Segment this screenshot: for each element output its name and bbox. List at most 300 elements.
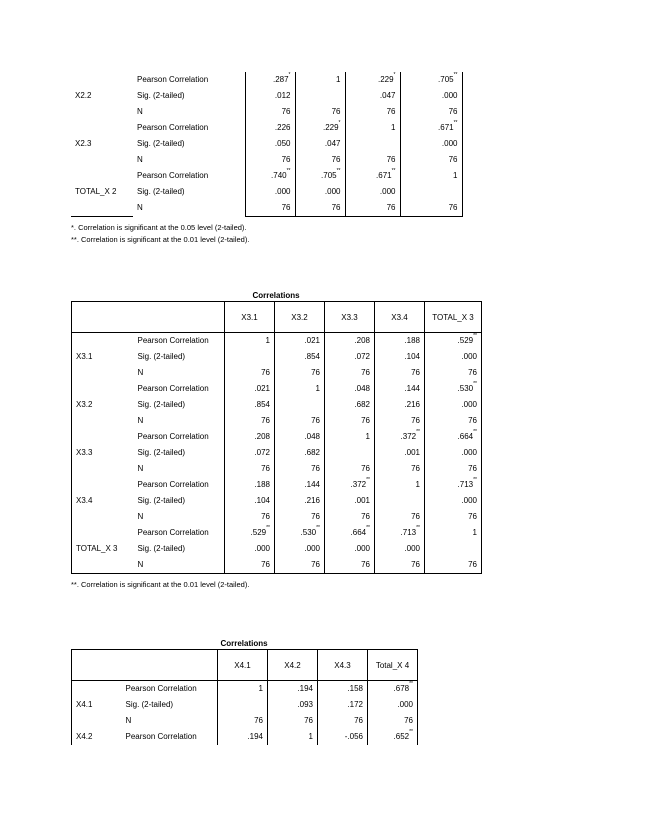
row-variable-label: X4.2 [76, 732, 93, 741]
correlation-cell [375, 429, 425, 445]
correlation-cell [245, 152, 295, 168]
correlation-cell [345, 120, 400, 136]
correlation-cell [318, 681, 368, 698]
row-variable-label: TOTAL_X 2 [71, 168, 133, 217]
footnote-sig-001: **. Correlation is significant at the 0.01 level (2-tailed). [71, 580, 250, 589]
cell-value: .158 [347, 684, 363, 693]
header-blank [72, 650, 218, 681]
cell-value: .072 [254, 448, 270, 457]
correlation-cell [275, 413, 325, 429]
statistic-label: Sig. (2-tailed) [137, 448, 186, 457]
correlation-cell [225, 493, 275, 509]
cell-value: .104 [254, 496, 270, 505]
correlation-cell [400, 152, 462, 168]
statistic-label: Sig. (2-tailed) [137, 496, 186, 505]
row-variable-label: X3.1 [76, 352, 93, 361]
correlation-cell [375, 477, 425, 493]
significance-mark: * [288, 72, 291, 78]
correlation-cell [425, 413, 482, 429]
table-row [72, 729, 418, 745]
correlation-cell [275, 541, 325, 557]
header-row [72, 650, 418, 681]
cell-value: 76 [386, 107, 396, 116]
cell-value: .530 [457, 384, 474, 393]
cell-value: .652 [393, 732, 410, 741]
statistic-label: Pearson Correlation [137, 480, 209, 489]
cell-value: .000 [324, 187, 341, 196]
correlation-cell [425, 525, 482, 541]
correlation-cell [295, 104, 345, 120]
correlation-cell [345, 72, 400, 88]
correlation-table-x2 [71, 72, 463, 217]
correlation-cell [375, 349, 425, 365]
cell-value: .047 [324, 139, 341, 148]
statistic-label: Pearson Correlation [137, 384, 209, 393]
statistic-label: N [125, 716, 132, 725]
correlation-cell [275, 381, 325, 397]
correlation-cell [345, 184, 400, 200]
correlation-cell [225, 397, 275, 413]
correlation-cell [425, 461, 482, 477]
statistic-label: Pearson Correlation [125, 732, 197, 741]
cell-value: .208 [254, 432, 270, 441]
statistic-label: N [137, 107, 143, 116]
correlation-cell [375, 509, 425, 525]
cell-value: 76 [281, 155, 291, 164]
correlation-cell [295, 88, 345, 104]
column-header: X4.2 [268, 650, 318, 681]
correlation-cell [275, 525, 325, 541]
cell-value: .740 [271, 171, 287, 180]
correlation-cell [245, 168, 295, 184]
cell-value: .172 [347, 700, 363, 709]
cell-value: 76 [448, 107, 458, 116]
correlation-cell [275, 397, 325, 413]
correlation-cell [425, 541, 482, 557]
cell-value: .000 [404, 544, 420, 553]
statistic-label: Pearson Correlation [125, 684, 197, 693]
correlation-cell [268, 681, 318, 698]
cell-value: 76 [411, 560, 420, 569]
cell-value: .194 [247, 732, 263, 741]
correlation-cell [325, 541, 375, 557]
correlation-cell [295, 168, 345, 184]
correlation-cell [375, 381, 425, 397]
table-row [72, 713, 418, 729]
correlation-cell [318, 729, 368, 745]
table-row [72, 461, 482, 477]
statistic-label: Sig. (2-tailed) [125, 700, 174, 709]
correlation-cell [225, 365, 275, 381]
cell-value: 1 [365, 432, 370, 441]
cell-value: .678 [393, 684, 410, 693]
table-row [71, 72, 462, 88]
significance-mark: ** [366, 525, 370, 531]
column-header: X4.1 [218, 650, 268, 681]
column-header: X3.2 [275, 302, 325, 333]
header-blank [72, 302, 225, 333]
cell-value: .144 [404, 384, 420, 393]
cell-value: 76 [361, 512, 370, 521]
cell-value: .048 [304, 432, 320, 441]
row-variable-label: X3.3 [76, 448, 93, 457]
cell-value: .188 [254, 480, 270, 489]
cell-value: 76 [468, 368, 477, 377]
correlation-cell [225, 525, 275, 541]
correlation-cell [275, 445, 325, 461]
table-row [72, 397, 482, 413]
correlation-cell [400, 120, 462, 136]
header-row [72, 302, 482, 333]
cell-value: .713 [457, 480, 474, 489]
cell-value: 76 [331, 203, 341, 212]
cell-value: 1 [453, 171, 458, 180]
cell-value: 76 [311, 368, 320, 377]
cell-value: .000 [441, 139, 458, 148]
cell-value: 76 [361, 368, 370, 377]
correlation-cell [375, 413, 425, 429]
cell-value: 1 [391, 123, 396, 132]
cell-value: .226 [274, 123, 291, 132]
cell-value: .048 [354, 384, 370, 393]
cell-value: .713 [400, 528, 417, 537]
significance-mark: ** [266, 525, 270, 531]
cell-value: 76 [311, 560, 320, 569]
correlation-cell [295, 152, 345, 168]
cell-value: .093 [297, 700, 313, 709]
cell-value: 76 [404, 716, 413, 725]
statistic-label: Sig. (2-tailed) [137, 139, 185, 148]
correlation-cell [218, 713, 268, 729]
correlation-cell [225, 429, 275, 445]
correlation-cell [318, 697, 368, 713]
cell-value: .671 [376, 171, 392, 180]
correlation-cell [425, 477, 482, 493]
correlation-cell [295, 184, 345, 200]
cell-value: .229 [377, 75, 394, 84]
correlation-table-x4 [71, 649, 418, 745]
correlation-cell [318, 713, 368, 729]
statistic-label: Pearson Correlation [137, 171, 209, 180]
table-x3 [71, 290, 482, 591]
table-row [72, 525, 482, 541]
cell-value: 76 [361, 464, 370, 473]
cell-value: 76 [411, 368, 420, 377]
significance-mark: ** [473, 477, 477, 483]
correlation-cell [218, 697, 268, 713]
correlation-cell [275, 365, 325, 381]
correlation-cell [275, 477, 325, 493]
cell-value: 76 [468, 464, 477, 473]
cell-value: .000 [441, 91, 458, 100]
correlation-cell [275, 557, 325, 574]
row-variable-label: TOTAL_X 3 [76, 544, 118, 553]
cell-value: .529 [250, 528, 267, 537]
correlation-cell [425, 365, 482, 381]
cell-value: .188 [404, 336, 420, 345]
correlation-cell [325, 461, 375, 477]
statistic-label: Pearson Correlation [137, 75, 209, 84]
cell-value: 76 [448, 203, 458, 212]
correlation-cell [245, 104, 295, 120]
correlation-cell [425, 397, 482, 413]
significance-mark: ** [366, 477, 370, 483]
correlation-cell [218, 681, 268, 698]
correlation-cell [245, 184, 295, 200]
correlation-cell [275, 333, 325, 350]
correlation-cell [325, 413, 375, 429]
cell-value: 1 [472, 528, 477, 537]
significance-mark: ** [453, 72, 458, 78]
significance-mark: ** [286, 168, 291, 174]
correlation-cell [225, 349, 275, 365]
statistic-label: N [137, 560, 144, 569]
cell-value: 76 [261, 416, 270, 425]
correlation-cell [295, 136, 345, 152]
cell-value: .001 [354, 496, 370, 505]
correlation-cell [425, 557, 482, 574]
cell-value: -.056 [344, 732, 363, 741]
cell-value: 1 [308, 732, 313, 741]
cell-value: 76 [261, 512, 270, 521]
cell-value: 1 [415, 480, 420, 489]
significance-mark: * [338, 120, 341, 126]
cell-value: .000 [461, 448, 477, 457]
cell-value: .671 [438, 123, 454, 132]
footnote-sig-005: *. Correlation is significant at the 0.05 level (2-tailed). [71, 223, 247, 232]
cell-value: .372 [400, 432, 417, 441]
table-row [72, 697, 418, 713]
statistic-label: Pearson Correlation [137, 123, 209, 132]
correlation-cell [245, 120, 295, 136]
correlation-cell [225, 461, 275, 477]
table-x4 [71, 638, 418, 745]
column-header: TOTAL_X 3 [425, 302, 482, 333]
column-header: Total_X 4 [368, 650, 418, 681]
correlation-cell [245, 136, 295, 152]
correlation-cell [368, 681, 418, 698]
correlation-cell [325, 349, 375, 365]
table-title: Correlations [220, 639, 268, 648]
significance-mark: ** [316, 525, 320, 531]
correlation-cell [225, 381, 275, 397]
cell-value: 76 [411, 464, 420, 473]
correlation-cell [375, 333, 425, 350]
correlation-cell [295, 200, 345, 217]
correlation-cell [345, 200, 400, 217]
cell-value: .000 [274, 187, 291, 196]
correlation-cell [275, 493, 325, 509]
row-variable-label: X2.3 [75, 139, 92, 148]
cell-value: .664 [457, 432, 474, 441]
correlation-cell [325, 557, 375, 574]
correlation-cell [375, 557, 425, 574]
cell-value: .012 [274, 91, 291, 100]
table-row [72, 333, 482, 350]
cell-value: 76 [331, 107, 341, 116]
correlation-cell [345, 152, 400, 168]
cell-value: .000 [379, 187, 396, 196]
cell-value: 76 [311, 464, 320, 473]
table-row [72, 477, 482, 493]
table-row [71, 120, 462, 136]
column-header: X3.1 [225, 302, 275, 333]
cell-value: .000 [397, 700, 413, 709]
correlation-table-x3 [71, 301, 482, 574]
statistic-label: Pearson Correlation [137, 528, 209, 537]
correlation-cell [400, 88, 462, 104]
cell-value: 76 [261, 368, 270, 377]
statistic-label: Pearson Correlation [137, 432, 209, 441]
statistic-label: Sig. (2-tailed) [137, 352, 186, 361]
correlation-cell [325, 381, 375, 397]
significance-mark: ** [473, 429, 477, 435]
table-row [72, 681, 418, 698]
correlation-cell [375, 525, 425, 541]
correlation-cell [425, 445, 482, 461]
cell-value: .682 [354, 400, 370, 409]
significance-mark: ** [416, 429, 420, 435]
cell-value: .372 [350, 480, 367, 489]
correlation-cell [268, 729, 318, 745]
table-row [72, 381, 482, 397]
table-row [72, 429, 482, 445]
correlation-cell [275, 509, 325, 525]
cell-value: 76 [281, 107, 291, 116]
correlation-cell [400, 104, 462, 120]
statistic-label: Sig. (2-tailed) [137, 187, 185, 196]
cell-value: 76 [386, 203, 396, 212]
cell-value: 1 [315, 384, 320, 393]
correlation-cell [268, 713, 318, 729]
correlation-cell [325, 477, 375, 493]
cell-value: .047 [379, 91, 396, 100]
cell-value: .000 [461, 496, 477, 505]
cell-value: 76 [311, 416, 320, 425]
table-row [72, 445, 482, 461]
cell-value: .854 [304, 352, 320, 361]
correlation-cell [375, 541, 425, 557]
correlation-cell [425, 333, 482, 350]
correlation-cell [245, 88, 295, 104]
statistic-label: Sig. (2-tailed) [137, 91, 185, 100]
cell-value: .208 [354, 336, 370, 345]
significance-mark: ** [473, 381, 477, 387]
significance-mark: ** [416, 525, 420, 531]
statistic-label: Pearson Correlation [137, 336, 209, 345]
correlation-cell [275, 461, 325, 477]
cell-value: .000 [254, 544, 270, 553]
correlation-cell [400, 184, 462, 200]
correlation-cell [345, 88, 400, 104]
correlation-cell [425, 429, 482, 445]
correlation-cell [225, 445, 275, 461]
column-header: X3.4 [375, 302, 425, 333]
cell-value: .287 [272, 75, 289, 84]
correlation-cell [375, 397, 425, 413]
correlation-cell [368, 729, 418, 745]
correlation-cell [400, 72, 462, 88]
cell-value: 76 [386, 155, 396, 164]
cell-value: .216 [304, 496, 320, 505]
correlation-cell [225, 557, 275, 574]
correlation-cell [425, 381, 482, 397]
correlation-cell [425, 509, 482, 525]
cell-value: .705 [321, 171, 337, 180]
correlation-cell [400, 200, 462, 217]
cell-value: .000 [304, 544, 320, 553]
statistic-label: Sig. (2-tailed) [137, 400, 186, 409]
significance-mark: ** [409, 729, 413, 735]
correlation-cell [368, 697, 418, 713]
table-row [72, 509, 482, 525]
cell-value: 76 [254, 716, 263, 725]
cell-value: 76 [261, 560, 270, 569]
cell-value: .072 [354, 352, 370, 361]
correlation-cell [295, 72, 345, 88]
cell-value: .854 [254, 400, 270, 409]
cell-value: .021 [304, 336, 320, 345]
table-x2-continuation [71, 72, 463, 246]
cell-value: 76 [261, 464, 270, 473]
statistic-label: N [137, 464, 144, 473]
cell-value: .104 [404, 352, 420, 361]
table-row [71, 168, 462, 184]
correlation-cell [345, 136, 400, 152]
correlation-cell [375, 365, 425, 381]
correlation-cell [425, 349, 482, 365]
footnote-sig-001: **. Correlation is significant at the 0.01 level (2-tailed). [71, 235, 250, 244]
correlation-cell [225, 413, 275, 429]
cell-value: .530 [300, 528, 317, 537]
correlation-cell [225, 541, 275, 557]
cell-value: 76 [411, 512, 420, 521]
cell-value: .144 [304, 480, 320, 489]
cell-value: 76 [354, 716, 363, 725]
cell-value: 1 [265, 336, 270, 345]
correlation-cell [275, 429, 325, 445]
statistic-label: Sig. (2-tailed) [137, 544, 186, 553]
correlation-cell [225, 333, 275, 350]
table-row [72, 365, 482, 381]
table-title: Correlations [252, 291, 300, 300]
correlation-cell [268, 697, 318, 713]
correlation-cell [345, 104, 400, 120]
correlation-cell [375, 493, 425, 509]
row-variable-label: X3.4 [76, 496, 93, 505]
significance-mark: * [393, 72, 396, 78]
correlation-cell [295, 120, 345, 136]
correlation-cell [325, 365, 375, 381]
table-row [72, 541, 482, 557]
cell-value: 76 [281, 203, 291, 212]
cell-value: .050 [274, 139, 291, 148]
correlation-cell [325, 493, 375, 509]
row-variable-label: X4.1 [76, 700, 93, 709]
table-row [72, 493, 482, 509]
correlation-cell [425, 493, 482, 509]
correlation-cell [325, 429, 375, 445]
cell-value: 76 [304, 716, 313, 725]
correlation-cell [400, 136, 462, 152]
cell-value: 76 [331, 155, 341, 164]
cell-value: 76 [311, 512, 320, 521]
correlation-cell [218, 729, 268, 745]
cell-value: .229 [322, 123, 339, 132]
significance-mark: ** [473, 333, 477, 339]
correlation-cell [368, 713, 418, 729]
cell-value: 76 [361, 560, 370, 569]
